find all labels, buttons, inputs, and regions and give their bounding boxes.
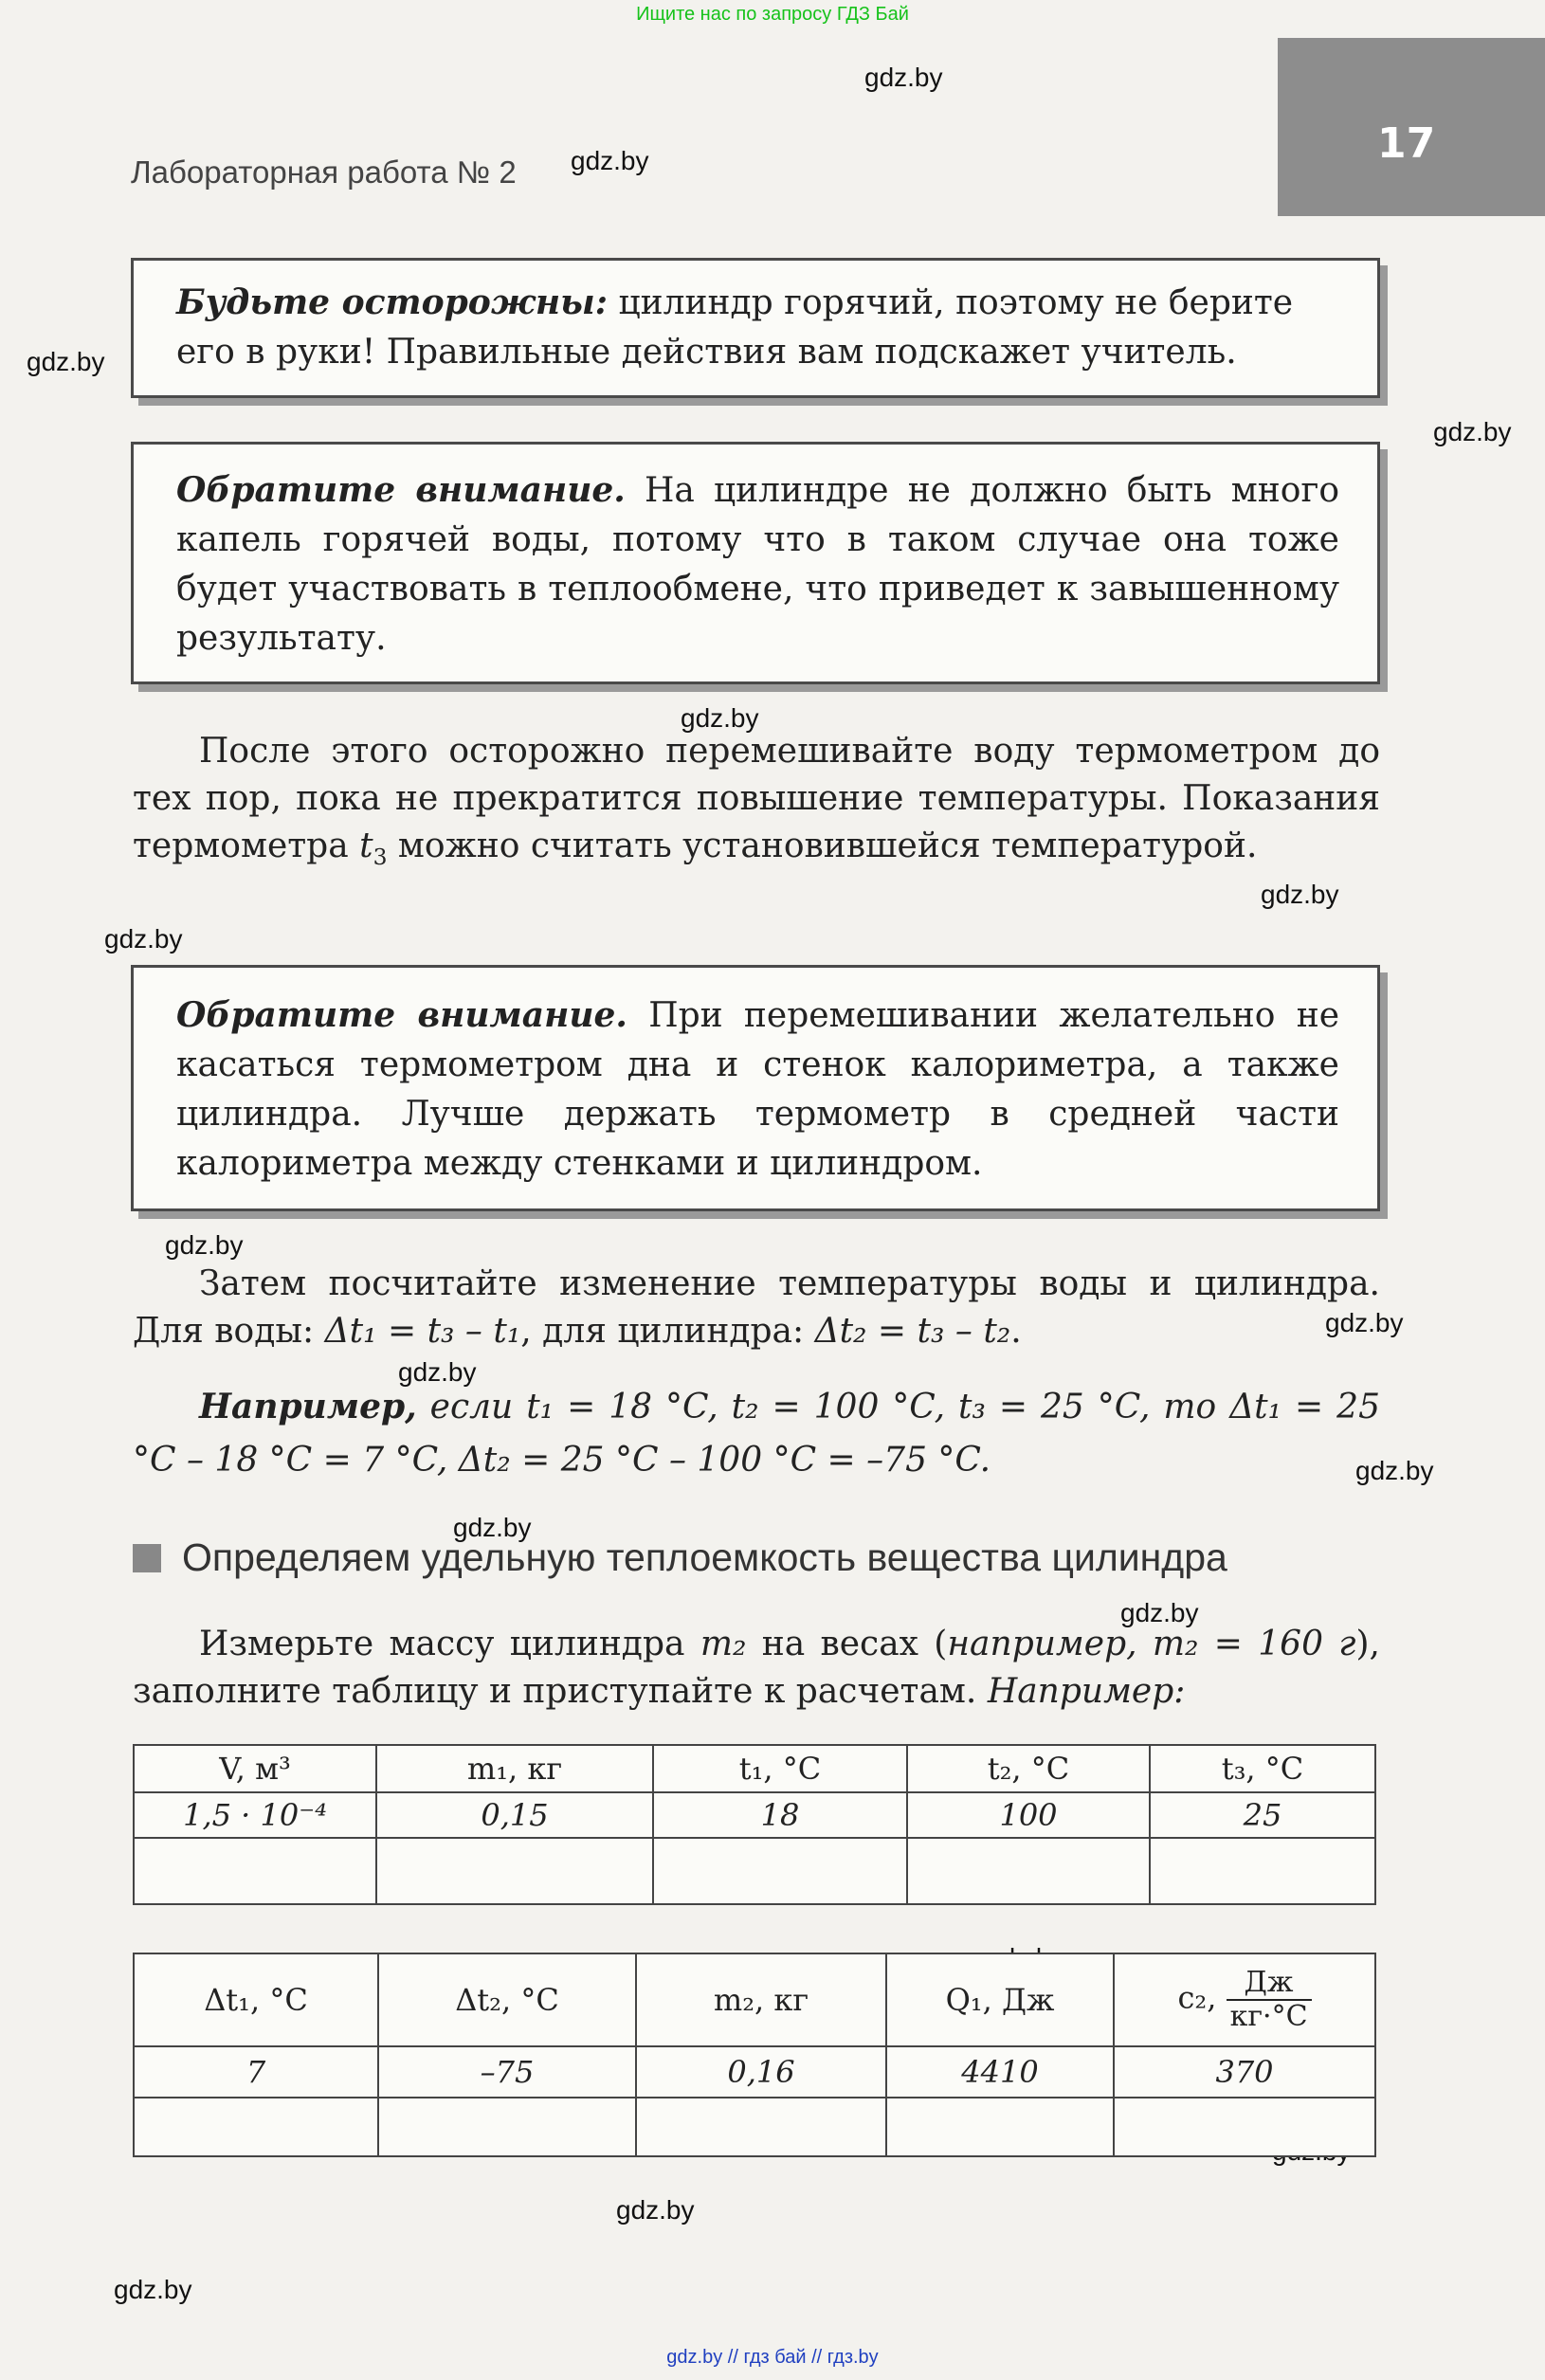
section-title: Определяем удельную теплоемкость вещества цилиндра <box>133 1535 1227 1580</box>
paragraph-stirring: После этого осторожно перемешивайте воду термометром до тех пор, пока не прекратится повышение температуры. Показания термометра $t_3$ можно считать установившейся температурой. <box>133 732 1380 871</box>
formula-cylinder: Δt₂ = t₃ – t₂ <box>814 1312 1011 1351</box>
watermark: gdz.by <box>1120 1598 1199 1627</box>
table-cell: 100 <box>907 1792 1150 1838</box>
caution-lead: Будьте осторожны: <box>176 282 608 322</box>
watermark: gdz.by <box>27 347 105 376</box>
table-cell: –75 <box>378 2046 636 2098</box>
paragraph-temperature-change: Затем посчитайте изменение температуры воды и цилиндра. Для воды: Δt₁ = t₃ – t₁, для цилиндра: Δt₂ = t₃ – t₂. <box>133 1264 1380 1351</box>
table-header-cell: V, м³ <box>134 1745 376 1792</box>
watermark: gdz.by <box>453 1513 532 1542</box>
table-header-cell: m₁, кг <box>376 1745 653 1792</box>
watermark: gdz.by <box>165 1230 244 1260</box>
table-header-cell: t₂, °C <box>907 1745 1150 1792</box>
table-cell: 7 <box>134 2046 378 2098</box>
table-cell: 25 <box>1150 1792 1375 1838</box>
table-row <box>134 2098 1375 2156</box>
table-cell: 1,5 · 10⁻⁴ <box>134 1792 376 1838</box>
section-marker-icon <box>133 1544 161 1572</box>
table-header-cell: t₁, °C <box>653 1745 907 1792</box>
watermark: gdz.by <box>616 2195 695 2225</box>
table-header-row <box>134 1953 1375 2046</box>
watermark: gdz.by <box>104 924 183 954</box>
paragraph-example: Например, если t₁ = 18 °C, t₂ = 100 °C, t₃ = 25 °C, то Δt₁ = 25 °C – 18 °C = 7 °C, Δt₂ = 25 °C – 100 °C = –75 °C. <box>133 1387 1380 1480</box>
table-cell: 18 <box>653 1792 907 1838</box>
measurements-table-1 <box>133 1744 1376 1905</box>
watermark: gdz.by <box>114 2275 192 2304</box>
note-text: При перемешивании желательно не касаться термометром дна и стенок калориметра, а также цилиндра. Лучше держать термометр в средней части калориметра между стенками и цилиндром. <box>176 996 1340 1183</box>
table-row <box>134 1792 1375 1838</box>
note-lead: Обратите внимание. <box>176 470 626 510</box>
table-cell: 370 <box>1114 2046 1375 2098</box>
table-header-cell: Δt₁, °C <box>134 1953 378 2046</box>
formula-water: Δt₁ = t₃ – t₁ <box>324 1312 521 1351</box>
footer-link[interactable]: gdz.by // гдз бай // гдз.by <box>666 2347 879 2368</box>
table-cell: 0,16 <box>636 2046 886 2098</box>
unit-fraction: $\frac{Дж}{кг\cdot^\circ C}$ <box>1227 1967 1312 2033</box>
watermark: gdz.by <box>681 703 759 733</box>
table-header-cell: t₃, °C <box>1150 1745 1375 1792</box>
example-lead: Например, <box>199 1387 417 1426</box>
note-box-1 <box>131 442 1380 684</box>
paragraph-measure-mass: Измерьте массу цилиндра m₂ на весах (например, m₂ = 160 г), заполните таблицу и приступайте к расчетам. Например: <box>133 1625 1380 1711</box>
watermark: gdz.by <box>1325 1308 1404 1337</box>
table-cell: 0,15 <box>376 1792 653 1838</box>
table-header-row <box>134 1745 1375 1792</box>
page-header: Лабораторная работа № 2 <box>131 154 517 190</box>
page-number: 17 <box>1377 119 1436 168</box>
table-header-cell: c₂, $\frac{Дж}{кг\cdot^\circ C}$ <box>1114 1953 1375 2046</box>
caution-box <box>131 258 1380 398</box>
watermark: gdz.by <box>1261 880 1339 909</box>
top-search-link[interactable]: Ищите нас по запросу ГДЗ Бай <box>636 4 909 25</box>
watermark: gdz.by <box>398 1357 477 1387</box>
table-cell: 4410 <box>886 2046 1114 2098</box>
watermark: gdz.by <box>864 63 943 92</box>
note-box-2 <box>131 965 1380 1211</box>
note-lead: Обратите внимание. <box>176 995 627 1035</box>
note-text: На цилиндре не должно быть много капель горячей воды, потому что в таком случае она тоже будет участвовать в теплообмене, что приведет к завышенному результату. <box>176 471 1340 658</box>
watermark: gdz.by <box>1355 1456 1434 1485</box>
table-header-cell: Q₁, Дж <box>886 1953 1114 2046</box>
page-number-tab <box>1278 38 1545 216</box>
watermark: gdz.by <box>1433 417 1512 446</box>
watermark: gdz.by <box>571 146 649 175</box>
table-row <box>134 1838 1375 1904</box>
table-header-cell: Δt₂, °C <box>378 1953 636 2046</box>
measurements-table-2 <box>133 1953 1376 2157</box>
table-header-cell: m₂, кг <box>636 1953 886 2046</box>
table-row <box>134 2046 1375 2098</box>
caution-text: цилиндр горячий, поэтому не берите его в руки! Правильные действия вам подскажет учитель. <box>176 283 1294 372</box>
